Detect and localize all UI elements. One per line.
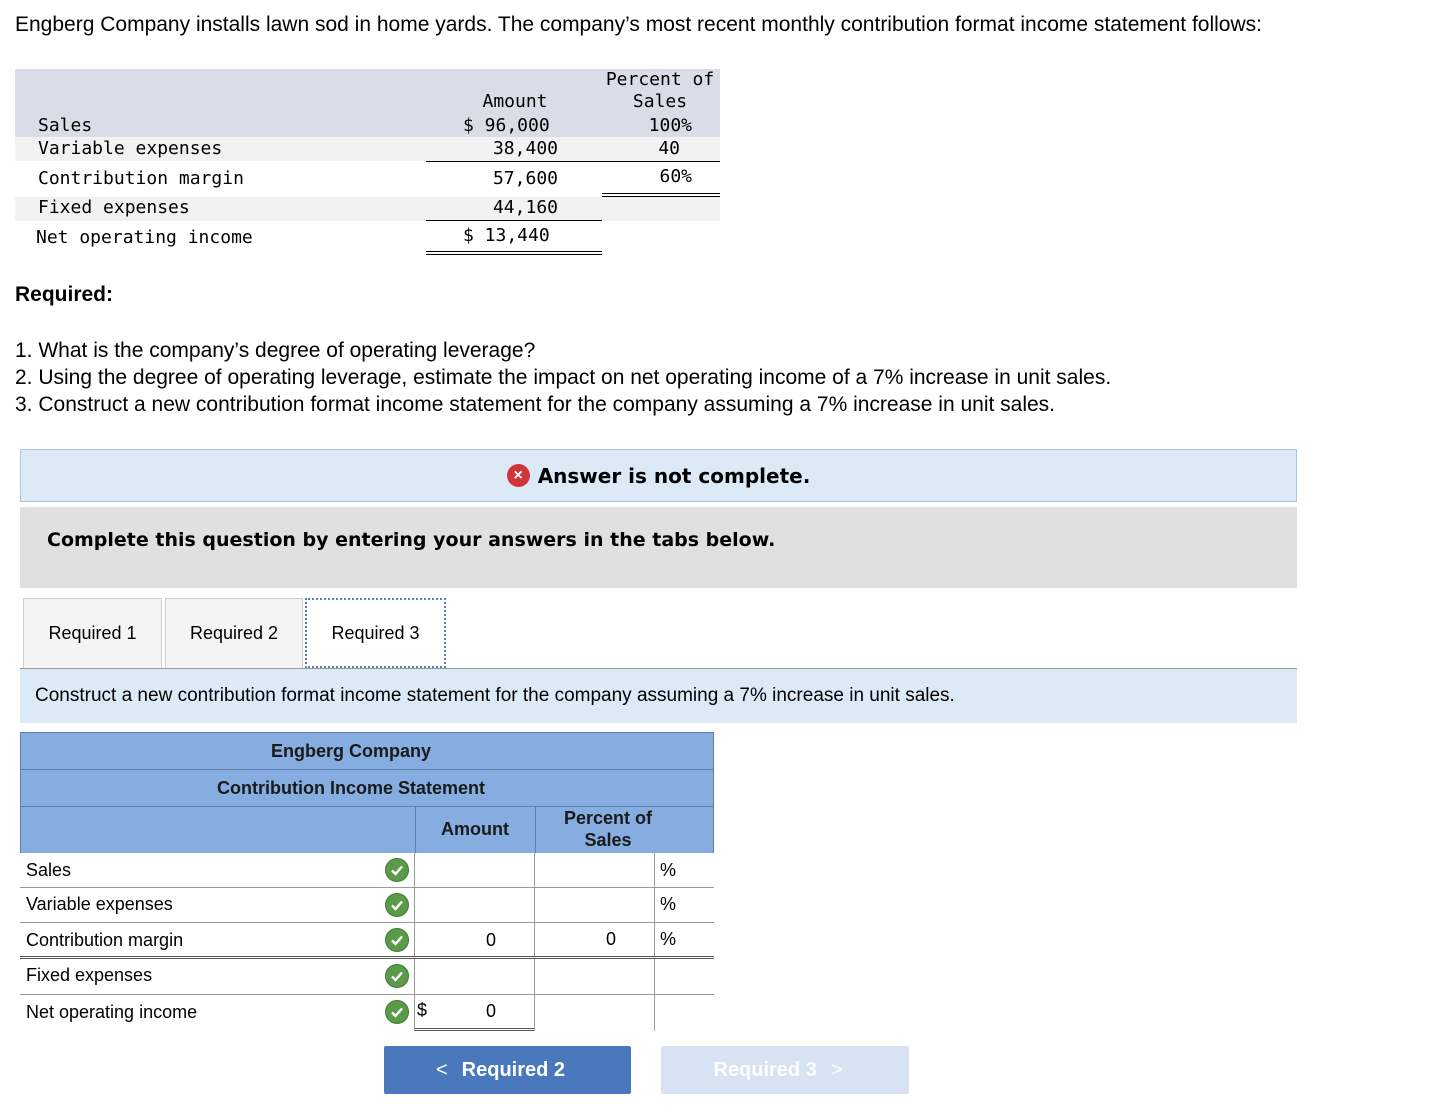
orig-row-pct: 40 (658, 138, 680, 159)
col-pct-header-line1: Percent of (563, 808, 653, 828)
pct-sign: % (660, 929, 677, 949)
row-label: Net operating income (26, 1002, 198, 1022)
amount-input[interactable] (414, 888, 534, 922)
checkmark-icon (385, 858, 409, 882)
orig-row-label: Sales (38, 115, 93, 136)
amount-input[interactable] (414, 995, 534, 1031)
company-name: Engberg Company (270, 741, 431, 761)
checkmark-icon (385, 893, 409, 917)
tab-required-3[interactable]: Required 3 (305, 598, 446, 668)
question-list (15, 337, 1111, 418)
amount-value: 0 (485, 930, 496, 950)
tab-required-2[interactable]: Required 2 (165, 598, 303, 668)
table-column-header (20, 806, 714, 854)
row-label: Variable expenses (26, 894, 173, 914)
table-company-header (20, 732, 714, 770)
orig-row-label: Variable expenses (38, 138, 223, 159)
dollar-sign: $ (417, 1000, 428, 1020)
tab-instruction: Construct a new contribution format income statement for the company assuming a 7% increase in unit sales. (20, 669, 1297, 723)
orig-col-pct-line2: Sales (632, 91, 688, 112)
next-required-button[interactable] (661, 1046, 909, 1094)
question-item: 3. Construct a new contribution format income statement for the company assuming a 7% increase in unit sales. (15, 393, 1056, 416)
table-row (20, 888, 714, 923)
table-title-header (20, 769, 714, 807)
orig-row-amount: $ 13,440 (463, 225, 550, 246)
amount-input[interactable] (414, 853, 534, 887)
pct-input[interactable] (534, 923, 654, 956)
checkmark-icon (385, 964, 409, 988)
row-label: Sales (26, 860, 72, 880)
pct-sign: % (660, 860, 677, 880)
prev-button-label: Required 2 (461, 1058, 566, 1081)
pct-input[interactable] (534, 888, 654, 922)
table-row (20, 853, 714, 888)
orig-row-amount: 57,600 (492, 168, 558, 189)
orig-row-pct: 60% (659, 166, 692, 187)
answer-status-text: Answer is not complete. (537, 463, 811, 488)
complete-instructions-text: Complete this question by entering your answers in the tabs below. (47, 529, 776, 551)
row-label: Contribution margin (26, 930, 184, 950)
error-x-icon: × (507, 464, 530, 487)
checkmark-icon (385, 1000, 409, 1024)
answer-status-banner (20, 449, 1297, 502)
problem-intro: Engberg Company installs lawn sod in home yards. The company’s most recent monthly contribution format income statement follows: (15, 13, 1262, 36)
statement-title: Contribution Income Statement (216, 778, 485, 798)
required-heading: Required: (15, 283, 114, 306)
amount-input[interactable] (414, 959, 534, 994)
pct-input[interactable] (534, 853, 654, 887)
orig-row-amount: 44,160 (492, 197, 558, 218)
orig-row-label: Fixed expenses (38, 197, 190, 218)
orig-row-label: Net operating income (36, 227, 253, 248)
orig-row-amount: $ 96,000 (463, 115, 550, 136)
col-amount-header: Amount (441, 819, 509, 839)
table-row (20, 923, 714, 959)
question-item: 2. Using the degree of operating leverage, estimate the impact on net operating income of a 7% increase in unit sales. (15, 366, 1112, 389)
original-income-statement (15, 69, 720, 259)
col-pct-header-line2: Sales (584, 830, 632, 850)
checkmark-icon (385, 928, 409, 952)
amount-input[interactable] (414, 923, 534, 956)
orig-row-label: Contribution margin (38, 168, 244, 189)
orig-col-amount: Amount (482, 91, 548, 112)
pct-value: 0 (605, 929, 616, 949)
pct-sign: % (660, 894, 677, 914)
orig-row-pct: 100% (648, 115, 692, 136)
question-item: 1. What is the company’s degree of operating leverage? (15, 339, 536, 362)
orig-row-amount: 38,400 (492, 138, 558, 159)
prev-required-button[interactable] (384, 1046, 631, 1094)
table-row (20, 959, 714, 995)
next-button-label: Required 3 (713, 1058, 817, 1081)
orig-col-pct-line1: Percent of (605, 69, 715, 90)
complete-instructions (20, 507, 1297, 588)
chevron-right-icon: > (830, 1058, 843, 1081)
table-row (20, 995, 714, 1031)
tab-required-1[interactable]: Required 1 (23, 598, 162, 668)
chevron-left-icon: < (435, 1058, 448, 1081)
amount-value: 0 (485, 1001, 496, 1021)
row-label: Fixed expenses (26, 965, 153, 985)
